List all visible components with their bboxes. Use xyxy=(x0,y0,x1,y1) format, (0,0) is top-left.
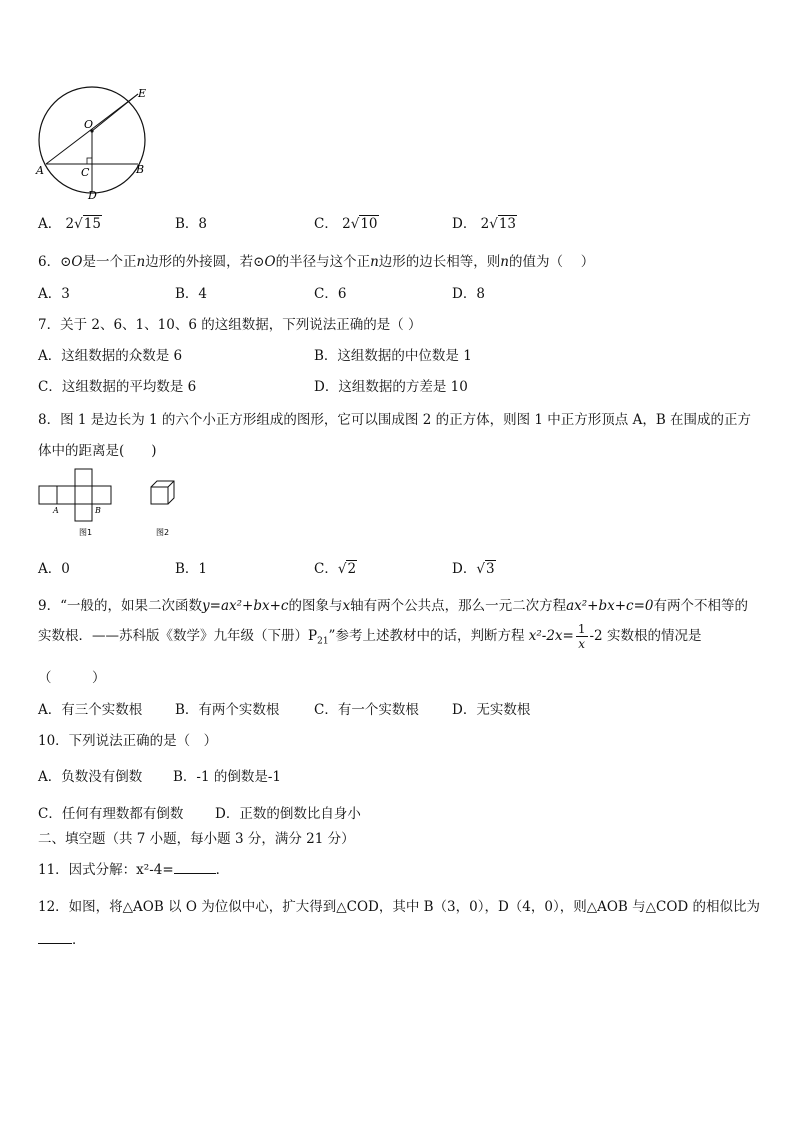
q10-stem: 10．下列说法正确的是（ ） xyxy=(38,733,218,749)
fraction: $\frac{1}{x}$ xyxy=(577,622,586,651)
q7-option-b: B．这组数据的中位数是 1 xyxy=(314,348,472,364)
answer-blank xyxy=(174,873,216,874)
section-title: 二、填空题（共 7 小题，每小题 3 分，满分 21 分） xyxy=(38,831,355,847)
label-A: A xyxy=(36,164,44,177)
q5-option-c: C． 2√10 xyxy=(314,216,378,232)
label-E: E xyxy=(138,87,147,100)
q6-option-b: B．4 xyxy=(175,286,208,302)
q12-line1: 12．如图，将△AOB 以 O 为位似中心，扩大得到△COD，其中 B（3，0），D（4，0），则△AOB 与△COD 的相似比为 xyxy=(38,899,761,915)
q9-option-c: C．有一个实数根 xyxy=(314,702,419,718)
q9-line2: 实数根．——苏科版《数学》九年级（下册）$P_{21}$”参考上述教材中的话，判断方程 x²-2x= $\frac{1}{x}$ -2 实数根的情况是 xyxy=(38,622,702,651)
net-figure xyxy=(36,465,196,545)
cube-icon xyxy=(151,481,174,504)
fig1-caption: 图1 xyxy=(79,528,93,537)
q8-option-c: C．√2 xyxy=(314,561,357,577)
q7-option-a: A．这组数据的众数是 6 xyxy=(38,348,183,364)
q7-stem: 7．关于 2、6、1、10、6 的这组数据，下列说法正确的是（ ） xyxy=(38,317,422,333)
sqrt-symbol: √2 xyxy=(337,561,357,577)
label-B: B xyxy=(95,506,101,515)
q7-option-d: D．这组数据的方差是 10 xyxy=(314,379,468,395)
label-B: B xyxy=(136,163,145,176)
sqrt-symbol: √13 xyxy=(489,216,517,232)
label-A: A xyxy=(53,506,59,515)
q8-stem-line1: 8．图 1 是边长为 1 的六个小正方形组成的图形，它可以围成图 2 的正方体，则图 1 中正方形顶点 A，B 在围成的正方 xyxy=(38,412,752,428)
q10-option-c: C．任何有理数都有倒数 xyxy=(38,806,184,822)
q6-option-a: A．3 xyxy=(38,286,70,302)
q10-option-d: D．正数的倒数比自身小 xyxy=(215,806,361,822)
q9-line1: 9．“一般的，如果二次函数y=ax²+bx+c的图象与x轴有两个公共点，那么一元二次方程ax²+bx+c=0有两个不相等的 xyxy=(38,598,748,614)
q8-stem-line2: 体中的距离是( ) xyxy=(38,443,157,459)
q7-option-c: C．这组数据的平均数是 6 xyxy=(38,379,197,395)
q5-option-a: A． 2√15 xyxy=(38,216,101,232)
q10-option-a: A．负数没有倒数 xyxy=(38,769,143,785)
label-D: D xyxy=(88,189,97,202)
sqrt-symbol: √15 xyxy=(74,216,101,232)
label-O: O xyxy=(84,118,94,131)
q9-option-a: A．有三个实数根 xyxy=(38,702,143,718)
sqrt-symbol: √3 xyxy=(476,561,495,577)
q5-option-b: B．8 xyxy=(175,216,208,232)
q12-line2: ． xyxy=(38,928,86,948)
label-C: C xyxy=(81,166,90,179)
q10-option-b: B．-1 的倒数是-1 xyxy=(173,769,282,785)
answer-blank xyxy=(38,943,72,944)
q11: 11．因式分解：x²-4= ． xyxy=(38,862,230,878)
q8-option-d: D．√3 xyxy=(452,561,495,577)
fig2-caption: 图2 xyxy=(156,528,170,537)
q9-option-d: D．无实数根 xyxy=(452,702,531,718)
q8-option-a: A．0 xyxy=(38,561,70,577)
q8-option-b: B．1 xyxy=(175,561,208,577)
q6-option-c: C．6 xyxy=(314,286,347,302)
circle-figure xyxy=(32,84,162,204)
q9-option-b: B．有两个实数根 xyxy=(175,702,280,718)
q9-line3: （ ） xyxy=(38,670,106,686)
q6-stem: 6．⊙O是一个正n边形的外接圆，若⊙O的半径与这个正n边形的边长相等，则n的值为（ ） xyxy=(38,254,595,270)
q5-option-d: D． 2√13 xyxy=(452,216,517,232)
q6-option-d: D．8 xyxy=(452,286,485,302)
sqrt-symbol: √10 xyxy=(350,216,378,232)
